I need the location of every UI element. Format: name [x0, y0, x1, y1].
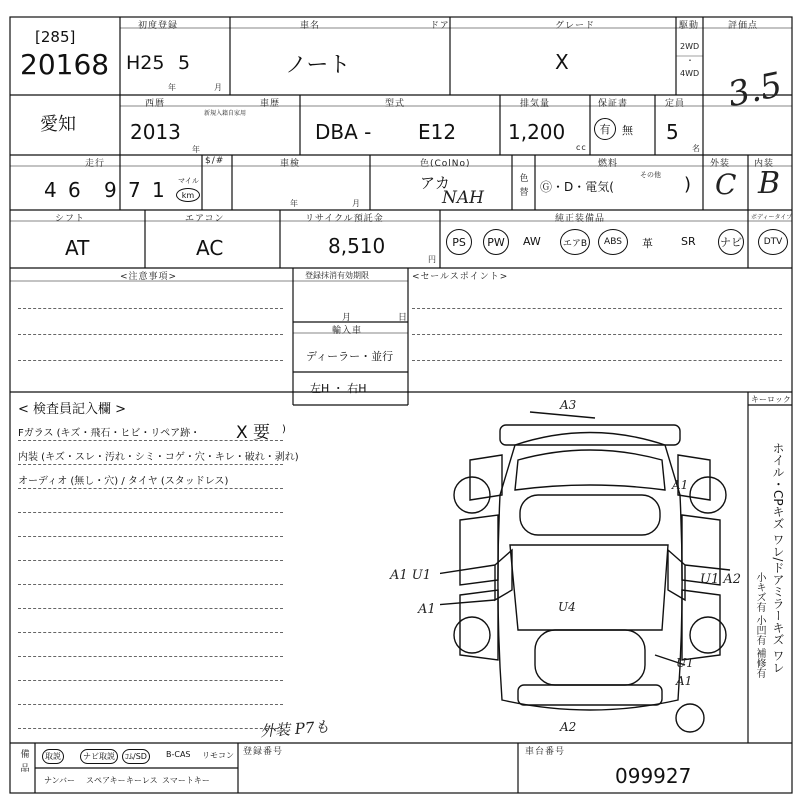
drive-4wd: 4WD [680, 69, 700, 78]
recycle-value: 8,510 [328, 234, 386, 258]
car-diagram [440, 400, 740, 740]
mileage-label: 走行 [85, 159, 106, 169]
import-label: 輸入車 [332, 326, 363, 336]
warranty-no: 無 [622, 124, 633, 137]
fuel-close: ) [684, 174, 692, 195]
color-change-label: 色替 [519, 174, 529, 198]
region: 愛知 [40, 114, 76, 135]
car-name-label: 車名 [300, 21, 321, 31]
inspection-label: 車検 [280, 159, 301, 169]
equipment-item: PS [446, 229, 472, 255]
first-reg-era-year: H25 [126, 52, 165, 74]
equipment-item: ABS [598, 229, 628, 255]
interior-label: 内装 [754, 159, 775, 169]
footer-side-label: 備品 [20, 750, 30, 774]
mark-right-front: A1 [672, 478, 689, 492]
color-label: 色(ColNo) [420, 159, 471, 169]
footer-item: スペアキー [86, 776, 126, 785]
cancel-day: 日 [398, 313, 409, 323]
capacity: 5 [666, 120, 679, 144]
model-label: 型式 [385, 99, 406, 109]
interior-grade: B [758, 166, 781, 201]
model-code: E12 [418, 120, 457, 144]
capacity-unit: 名 [692, 144, 701, 153]
western-year-label: 西暦 [145, 99, 166, 109]
first-reg-label: 初度登録 [138, 21, 179, 31]
mileage-digit-2: 6 [68, 178, 81, 202]
equipment-item: SR [681, 235, 696, 248]
inspector-label: < 検査員記入欄 > [18, 402, 127, 417]
selling-point-label: <セールスポイント> [412, 272, 509, 282]
keylock-side-notes: 小キズ有 小凹有 補修有 [754, 572, 765, 679]
footer-item: ナビ取説 [80, 749, 118, 764]
model-prefix: DBA - [315, 120, 372, 144]
equipment-item: ナビ [718, 229, 744, 255]
footer-item: スマートキー [162, 776, 210, 785]
aircon-label: エアコン [185, 214, 225, 224]
footer-item: ナンバー [44, 776, 76, 785]
keylock-vertical-text: ホイル・CPキズ ワレ/ドアミラーキズ ワレ [771, 442, 785, 674]
footer-item: キーレス [126, 776, 158, 785]
import-type: ディーラー・並行 [306, 350, 394, 363]
color-code: NAH [442, 188, 484, 208]
cancel-month: 月 [342, 313, 353, 323]
first-reg-year-unit: 年 [168, 83, 177, 92]
grade-value: X [555, 50, 569, 74]
score-label: 評価点 [728, 21, 759, 31]
mark-right-rear-b: A1 [676, 674, 693, 688]
footer-item: B-CAS [166, 750, 191, 759]
aircon-value: AC [196, 236, 224, 260]
mileage-digit-4: 7 [128, 178, 141, 202]
fuel-options: Ⓖ・D・電気( [540, 180, 614, 194]
footer-item: ｺﾑ/SD [122, 749, 150, 764]
lot-number: 20168 [20, 48, 110, 81]
shift-label: シフト [55, 214, 86, 224]
km-unit: km [176, 188, 200, 202]
mark-center: U4 [558, 600, 576, 614]
chassis-number: 099927 [615, 764, 692, 788]
warranty-yes: 有 [594, 118, 616, 140]
inspector-line-1: Fガラス (キズ・飛石・ヒビ・リペア跡・ [18, 428, 201, 439]
grade-label: グレード [555, 21, 596, 31]
inspector-line-2: 内装 (キズ・スレ・汚れ・シミ・コゲ・穴・キレ・破れ・剥れ) [18, 452, 299, 463]
inspection-year-unit: 年 [290, 199, 299, 208]
handle-side: 左H ・ 右H [310, 382, 367, 395]
equipment-label: 純正装備品 [555, 214, 606, 224]
equipment-item: エアB [560, 229, 590, 255]
model-year-unit: 年 [192, 145, 201, 154]
warranty-label: 保証書 [598, 99, 629, 109]
exterior-grade: C [715, 168, 737, 201]
first-reg-month: 5 [178, 52, 191, 74]
equipment-item: AW [523, 235, 541, 248]
history-sub: 新規入籍自家用 [204, 110, 247, 117]
mile-unit: マイル [178, 177, 199, 185]
car-name: ノート [285, 53, 351, 78]
mark-right-side: U1 A2 [700, 572, 742, 587]
capacity-label: 定員 [665, 99, 686, 109]
displacement-label: 排気量 [520, 99, 551, 109]
shift-value: AT [65, 236, 90, 260]
caution-label: <注意事項> [120, 272, 178, 282]
door-label: ドア [430, 21, 450, 31]
fuel-label: 燃料 [598, 159, 619, 169]
displacement: 1,200 [508, 120, 566, 144]
yen-unit: 円 [428, 255, 437, 264]
mileage-digit-3: 9 [104, 178, 117, 202]
mark-left-side-b: A1 [418, 602, 436, 617]
inspection-month-unit: 月 [352, 199, 361, 208]
drive-label: 駆動 [679, 21, 700, 31]
drive-sep: ・ [686, 56, 695, 65]
inspector-handwriting: 外装 P7も [259, 717, 330, 741]
mileage-digit-1: 4 [44, 178, 57, 202]
inspector-line-1-close: ) [282, 424, 286, 435]
model-year: 2013 [130, 120, 181, 144]
lane-number: [285] [35, 28, 76, 46]
body-type-label: ボディータイプ [751, 214, 793, 221]
reg-no-label: 登録番号 [243, 747, 284, 757]
mark-rear: A2 [560, 720, 577, 734]
inspector-line-1-mark: X 要 [236, 423, 271, 443]
price-label: $/# [205, 156, 225, 166]
first-reg-month-unit: 月 [214, 83, 223, 92]
equipment-item: DTV [758, 229, 788, 255]
history-label: 車歴 [260, 99, 281, 109]
drive-2wd: 2WD [680, 42, 700, 51]
mark-right-rear-a: U1 [676, 656, 694, 670]
cc-unit: cc [576, 143, 587, 152]
keylock-label: キーロック [751, 395, 791, 404]
score-value: 3.5 [724, 64, 786, 116]
footer-item: リモコン [202, 751, 234, 760]
fuel-other: その他 [640, 171, 661, 179]
equipment-item: PW [483, 229, 509, 255]
footer-item: 取説 [42, 749, 64, 764]
mark-left-side-a: A1 U1 [390, 568, 432, 583]
exterior-label: 外装 [710, 159, 731, 169]
mileage-digit-5: 1 [152, 178, 165, 202]
chassis-label: 車台番号 [525, 747, 566, 757]
cancel-label: 登録抹消有効期限 [305, 271, 369, 280]
color-value: アカ [420, 174, 450, 192]
mark-front: A3 [560, 398, 577, 412]
recycle-label: リサイクル預託金 [305, 214, 384, 224]
equipment-item: 革 [642, 237, 653, 250]
inspector-line-3: オーディオ (無し・穴) / タイヤ (スタッドレス) [18, 476, 229, 487]
